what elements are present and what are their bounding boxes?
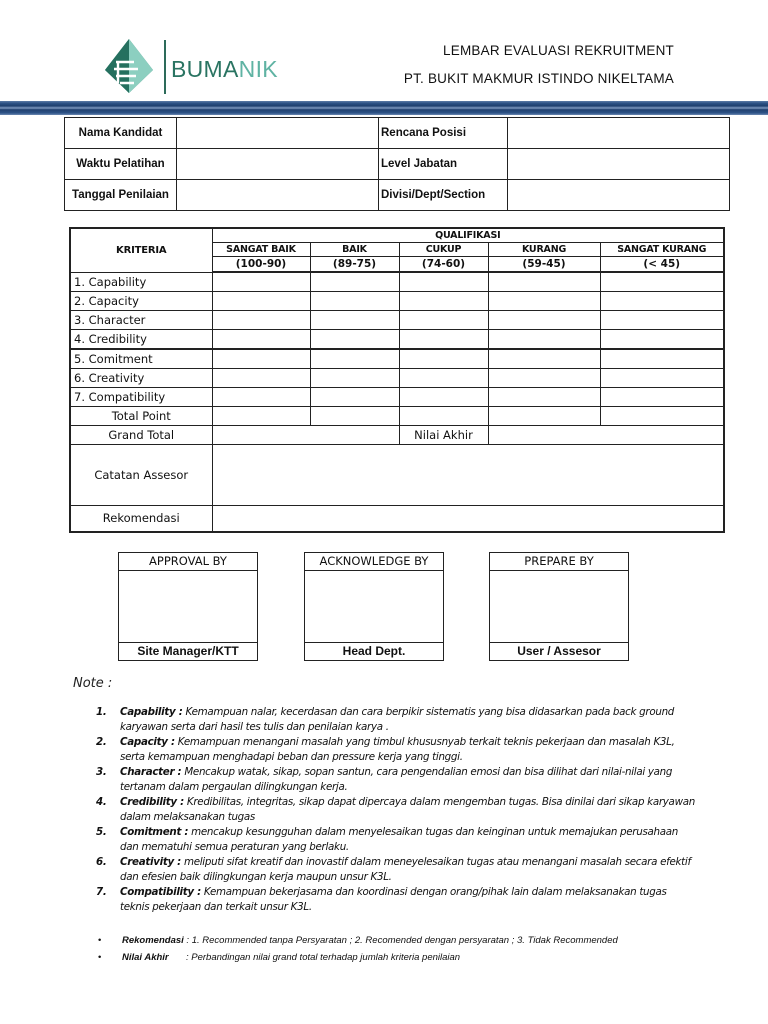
approval-role: Site Manager/KTT bbox=[119, 642, 257, 660]
note-number: 7. bbox=[96, 886, 107, 898]
score-cell[interactable] bbox=[600, 329, 724, 349]
total-cell[interactable] bbox=[399, 406, 488, 425]
note-number: 2. bbox=[96, 736, 107, 748]
rekomendasi-field[interactable] bbox=[212, 505, 724, 532]
criteria-row bbox=[70, 272, 724, 291]
qualification-header: QUALIFIKASI bbox=[212, 228, 724, 243]
note-desc: mencakup kesungguhan dalam menyelesaikan tugas dan keinginan untuk memajukan perusahaan dan mematuhi semua peraturan yang berlaku. bbox=[120, 826, 679, 853]
document-title: LEMBAR EVALUASI REKRUITMENT bbox=[443, 43, 674, 58]
score-cell[interactable] bbox=[310, 368, 399, 387]
label-nama-kandidat: Nama Kandidat bbox=[65, 118, 177, 149]
score-cell[interactable] bbox=[212, 368, 310, 387]
criteria-character: 3. Character bbox=[70, 310, 212, 329]
note-desc: Kemampuan nalar, kecerdasan dan cara berpikir sistematis yang bisa didasarkan pada back ground karyawan serta dari hasil tes tulis dan penilaian karya . bbox=[120, 706, 675, 733]
criteria-capability: 1. Capability bbox=[70, 272, 212, 291]
criteria-creativity: 6. Creativity bbox=[70, 368, 212, 387]
header-band bbox=[0, 101, 768, 115]
total-cell[interactable] bbox=[212, 406, 310, 425]
label-divisi: Divisi/Dept/Section bbox=[379, 180, 508, 211]
note-number: 4. bbox=[96, 796, 107, 808]
acknowledge-role: Head Dept. bbox=[305, 642, 443, 660]
approval-signature-box bbox=[118, 552, 258, 661]
score-cell[interactable] bbox=[399, 291, 488, 310]
note-term: Capacity : bbox=[120, 736, 175, 748]
level-baik: BAIK bbox=[310, 243, 399, 257]
criteria-compatibility: 7. Compatibility bbox=[70, 387, 212, 406]
note-desc: Kredibilitas, integritas, sikap dapat dipercaya dalam mengemban tugas. Bisa dinilai dari sikap karyawan dalam melaksanakan tugas bbox=[120, 796, 695, 823]
level-kurang: KURANG bbox=[488, 243, 600, 257]
score-cell[interactable] bbox=[399, 310, 488, 329]
label-waktu-pelatihan: Waktu Pelatihan bbox=[65, 149, 177, 180]
catatan-row bbox=[70, 444, 724, 505]
score-cell[interactable] bbox=[399, 387, 488, 406]
range-cukup: (74-60) bbox=[399, 257, 488, 273]
company-name: PT. BUKIT MAKMUR ISTINDO NIKELTAMA bbox=[403, 71, 674, 86]
score-cell[interactable] bbox=[600, 272, 724, 291]
score-cell[interactable] bbox=[600, 349, 724, 369]
criteria-capacity: 2. Capacity bbox=[70, 291, 212, 310]
note-desc: Mencakup watak, sikap, sopan santun, cara pengendalian emosi dan bisa dilihat dari nilai-nilai yang tertanam dalam pergaulan dilingkungan kerja. bbox=[120, 766, 673, 793]
score-cell[interactable] bbox=[310, 291, 399, 310]
total-cell[interactable] bbox=[488, 406, 600, 425]
criteria-row bbox=[70, 329, 724, 349]
criteria-header: KRITERIA bbox=[70, 228, 212, 272]
acknowledge-signature-area[interactable] bbox=[305, 571, 443, 642]
bullet-desc: : 1. Recommended tanpa Persyaratan ; 2. Recomended dengan persyaratan ; 3. Tidak Recommended bbox=[183, 935, 618, 946]
info-row bbox=[65, 149, 730, 180]
bullet-nilai-akhir bbox=[98, 950, 698, 967]
grand-total-row bbox=[70, 425, 724, 444]
rekomendasi-label: Rekomendasi bbox=[70, 505, 212, 532]
score-cell[interactable] bbox=[600, 291, 724, 310]
note-term: Character : bbox=[120, 766, 182, 778]
rekomendasi-row bbox=[70, 505, 724, 532]
bullet-rekomendasi bbox=[98, 933, 698, 950]
score-cell[interactable] bbox=[310, 349, 399, 369]
logo-divider bbox=[164, 40, 166, 94]
total-point-row bbox=[70, 406, 724, 425]
note-item bbox=[96, 825, 696, 855]
prepare-signature-area[interactable] bbox=[490, 571, 628, 642]
note-number: 3. bbox=[96, 766, 107, 778]
range-baik: (89-75) bbox=[310, 257, 399, 273]
label-level-jabatan: Level Jabatan bbox=[379, 149, 508, 180]
legend-bullets bbox=[98, 933, 698, 967]
bullet-icon: • bbox=[98, 952, 102, 963]
bumanik-logo-icon bbox=[104, 38, 154, 94]
field-tanggal-penilaian[interactable] bbox=[177, 180, 379, 211]
note-desc: Kemampuan menangani masalah yang timbul khususnyab terkait teknis pekerjaan dan masalah K3L, serta kemampuan menghadapi beban dan pressure kerja yang tinggi. bbox=[120, 736, 675, 763]
logo-text-secondary: NIK bbox=[238, 56, 278, 82]
note-item bbox=[96, 885, 696, 915]
criteria-row bbox=[70, 291, 724, 310]
score-cell[interactable] bbox=[488, 387, 600, 406]
note-number: 5. bbox=[96, 826, 107, 838]
range-sangat-kurang: (< 45) bbox=[600, 257, 724, 273]
range-sangat-baik: (100-90) bbox=[212, 257, 310, 273]
field-level-jabatan[interactable] bbox=[508, 149, 730, 180]
prepare-role: User / Assesor bbox=[490, 642, 628, 660]
bullet-term: Rekomendasi bbox=[122, 935, 184, 946]
acknowledge-header: ACKNOWLEDGE BY bbox=[305, 553, 443, 571]
prepare-header: PREPARE BY bbox=[490, 553, 628, 571]
score-cell[interactable] bbox=[212, 349, 310, 369]
score-cell[interactable] bbox=[399, 329, 488, 349]
score-cell[interactable] bbox=[488, 368, 600, 387]
criteria-row bbox=[70, 368, 724, 387]
note-item bbox=[96, 735, 696, 765]
nilai-akhir-label: Nilai Akhir bbox=[399, 425, 488, 444]
company-logo bbox=[104, 38, 278, 98]
score-cell[interactable] bbox=[600, 387, 724, 406]
note-item bbox=[96, 705, 696, 735]
score-cell[interactable] bbox=[310, 272, 399, 291]
total-cell[interactable] bbox=[310, 406, 399, 425]
score-cell[interactable] bbox=[488, 349, 600, 369]
criteria-row bbox=[70, 387, 724, 406]
note-item bbox=[96, 795, 696, 825]
note-title: Note : bbox=[73, 676, 113, 691]
level-sangat-kurang: SANGAT KURANG bbox=[600, 243, 724, 257]
note-term: Capability : bbox=[120, 706, 183, 718]
score-cell[interactable] bbox=[399, 272, 488, 291]
catatan-assesor-label: Catatan Assesor bbox=[70, 444, 212, 505]
approval-signature-area[interactable] bbox=[119, 571, 257, 642]
grand-total-field[interactable] bbox=[212, 425, 399, 444]
bullet-icon: • bbox=[98, 935, 102, 946]
note-item bbox=[96, 855, 696, 885]
criteria-comitment: 5. Comitment bbox=[70, 349, 212, 369]
catatan-assesor-field[interactable] bbox=[212, 444, 724, 505]
score-cell[interactable] bbox=[212, 291, 310, 310]
score-cell[interactable] bbox=[212, 272, 310, 291]
criteria-credibility: 4. Credibility bbox=[70, 329, 212, 349]
score-cell[interactable] bbox=[212, 310, 310, 329]
note-term: Credibility : bbox=[120, 796, 184, 808]
nilai-akhir-field[interactable] bbox=[488, 425, 724, 444]
note-term: Creativity : bbox=[120, 856, 181, 868]
bullet-term: Nilai Akhir bbox=[122, 952, 169, 963]
field-divisi[interactable] bbox=[508, 180, 730, 211]
label-rencana-posisi: Rencana Posisi bbox=[379, 118, 508, 149]
score-cell[interactable] bbox=[212, 387, 310, 406]
prepare-signature-box bbox=[489, 552, 629, 661]
evaluation-table bbox=[69, 227, 725, 533]
notes-list bbox=[96, 705, 696, 915]
field-nama-kandidat[interactable] bbox=[177, 118, 379, 149]
field-waktu-pelatihan[interactable] bbox=[177, 149, 379, 180]
grand-total-label: Grand Total bbox=[70, 425, 212, 444]
criteria-row bbox=[70, 310, 724, 329]
score-cell[interactable] bbox=[399, 349, 488, 369]
logo-text-primary: BUMA bbox=[171, 56, 239, 82]
note-term: Comitment : bbox=[120, 826, 189, 838]
score-cell[interactable] bbox=[488, 310, 600, 329]
note-desc: Kemampuan bekerjasama dan koordinasi dengan orang/pihak lain dalam melaksanakan tugas teknis pekerjaan dan terkait unsur K3L. bbox=[120, 886, 667, 913]
score-cell[interactable] bbox=[600, 368, 724, 387]
total-cell[interactable] bbox=[600, 406, 724, 425]
field-rencana-posisi[interactable] bbox=[508, 118, 730, 149]
note-number: 1. bbox=[96, 706, 107, 718]
range-kurang: (59-45) bbox=[488, 257, 600, 273]
note-desc: meliputi sifat kreatif dan inovastif dalam meneyelesaikan tugas atau menangani masalah secara efektif dan efesien baik dilingkungan kerja maupun unsur K3L. bbox=[120, 856, 691, 883]
level-cukup: CUKUP bbox=[399, 243, 488, 257]
score-cell[interactable] bbox=[488, 329, 600, 349]
note-item bbox=[96, 765, 696, 795]
note-term: Compatibility : bbox=[120, 886, 201, 898]
criteria-row bbox=[70, 349, 724, 369]
total-point-label: Total Point bbox=[70, 406, 212, 425]
candidate-info-table bbox=[64, 117, 730, 211]
bullet-desc: : Perbandingan nilai grand total terhadap jumlah kriteria penilaian bbox=[186, 952, 461, 963]
score-cell[interactable] bbox=[488, 291, 600, 310]
score-cell[interactable] bbox=[310, 310, 399, 329]
score-cell[interactable] bbox=[310, 329, 399, 349]
label-tanggal-penilaian: Tanggal Penilaian bbox=[65, 180, 177, 211]
score-cell[interactable] bbox=[212, 329, 310, 349]
score-cell[interactable] bbox=[310, 387, 399, 406]
score-cell[interactable] bbox=[399, 368, 488, 387]
score-cell[interactable] bbox=[488, 272, 600, 291]
info-row bbox=[65, 118, 730, 149]
level-sangat-baik: SANGAT BAIK bbox=[212, 243, 310, 257]
info-row bbox=[65, 180, 730, 211]
approval-header: APPROVAL BY bbox=[119, 553, 257, 571]
score-cell[interactable] bbox=[600, 310, 724, 329]
acknowledge-signature-box bbox=[304, 552, 444, 661]
logo-text bbox=[171, 56, 278, 83]
note-number: 6. bbox=[96, 856, 107, 868]
